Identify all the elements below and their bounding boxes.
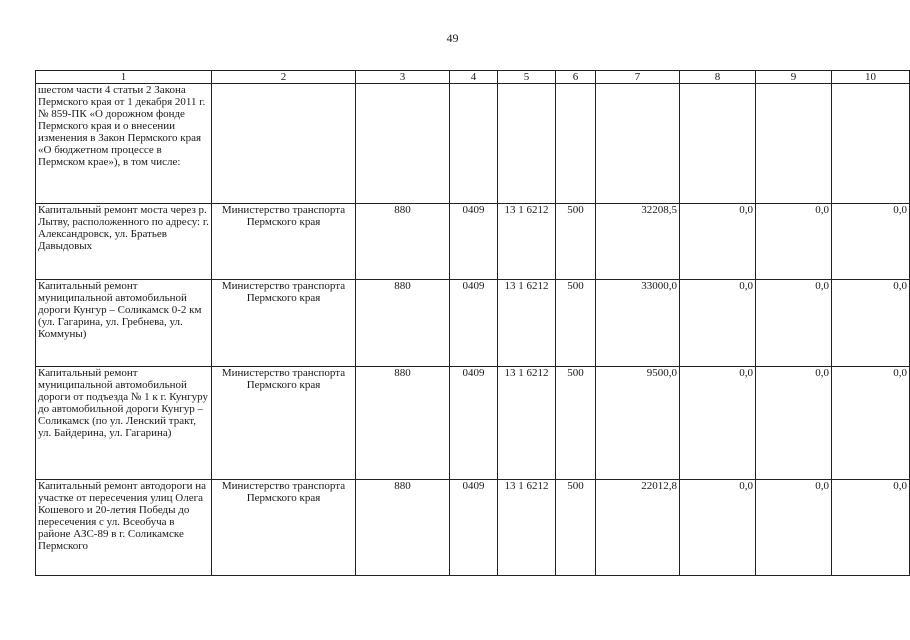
column-header-9: 9: [756, 71, 832, 84]
row-code: 880: [356, 367, 450, 480]
row-v10: 0,0: [832, 204, 910, 280]
row-v8: 0,0: [680, 204, 756, 280]
row-name: Капитальный ремонт муниципальной автомобильной дороги от подъезда № 1 к г. Кунгуру до автомобильной дороги Кунгур – Соликамск (по ул. Ленский тракт, ул. Байдерина, ул. Гагарина): [36, 367, 212, 480]
row-type: 500: [556, 280, 596, 367]
row-section: 0409: [450, 280, 498, 367]
row-v9: 0,0: [756, 367, 832, 480]
column-header-5: 5: [498, 71, 556, 84]
continuation-text: шестом части 4 статьи 2 Закона Пермского края от 1 декабря 2011 г. № 859-ПК «О дорожном фонде Пермского края и о внесении изменения в Закон Пермского края «О бюджетном процессе в Пермском крае»), в том числе:: [36, 84, 212, 204]
row-type: 500: [556, 367, 596, 480]
column-header-10: 10: [832, 71, 910, 84]
row-amount: 33000,0: [596, 280, 680, 367]
row-v10: 0,0: [832, 280, 910, 367]
row-code: 880: [356, 480, 450, 576]
row-amount: 22012,8: [596, 480, 680, 576]
row-v9: 0,0: [756, 204, 832, 280]
header-row: [36, 71, 910, 84]
column-header-6: 6: [556, 71, 596, 84]
row-target: 13 1 6212: [498, 480, 556, 576]
row-type: 500: [556, 204, 596, 280]
row-ministry: Министерство транспорта Пермского края: [212, 367, 356, 480]
row-amount: 9500,0: [596, 367, 680, 480]
row-name: Капитальный ремонт моста через р. Лытву, расположенного по адресу: г. Александровск, ул. Братьев Давыдовых: [36, 204, 212, 280]
row-v9: 0,0: [756, 280, 832, 367]
row-v9: 0,0: [756, 480, 832, 576]
continuation-row: [36, 84, 910, 204]
row-target: 13 1 6212: [498, 367, 556, 480]
column-header-4: 4: [450, 71, 498, 84]
row-ministry: Министерство транспорта Пермского края: [212, 204, 356, 280]
row-section: 0409: [450, 204, 498, 280]
row-name: Капитальный ремонт автодороги на участке от пересечения улиц Олега Кошевого и 20-летия Победы до пересечения с ул. Всеобуча в районе АЗС-89 в г. Соликамске Пермского: [36, 480, 212, 576]
row-target: 13 1 6212: [498, 280, 556, 367]
row-code: 880: [356, 280, 450, 367]
row-v8: 0,0: [680, 367, 756, 480]
row-ministry: Министерство транспорта Пермского края: [212, 280, 356, 367]
column-header-3: 3: [356, 71, 450, 84]
row-section: 0409: [450, 367, 498, 480]
table-row: [36, 480, 910, 576]
row-section: 0409: [450, 480, 498, 576]
column-header-1: 1: [36, 71, 212, 84]
row-v10: 0,0: [832, 367, 910, 480]
row-target: 13 1 6212: [498, 204, 556, 280]
table-row: [36, 280, 910, 367]
row-code: 880: [356, 204, 450, 280]
row-v8: 0,0: [680, 480, 756, 576]
column-header-8: 8: [680, 71, 756, 84]
table-row: [36, 204, 910, 280]
row-amount: 32208,5: [596, 204, 680, 280]
column-header-7: 7: [596, 71, 680, 84]
row-type: 500: [556, 480, 596, 576]
table-row: [36, 367, 910, 480]
row-name: Капитальный ремонт муниципальной автомобильной дороги Кунгур – Соликамск 0-2 км (ул. Гагарина, ул. Гребнева, ул. Коммуны): [36, 280, 212, 367]
column-header-2: 2: [212, 71, 356, 84]
row-v8: 0,0: [680, 280, 756, 367]
budget-table: [35, 70, 910, 576]
page-number: 49: [446, 31, 459, 45]
row-ministry: Министерство транспорта Пермского края: [212, 480, 356, 576]
row-v10: 0,0: [832, 480, 910, 576]
